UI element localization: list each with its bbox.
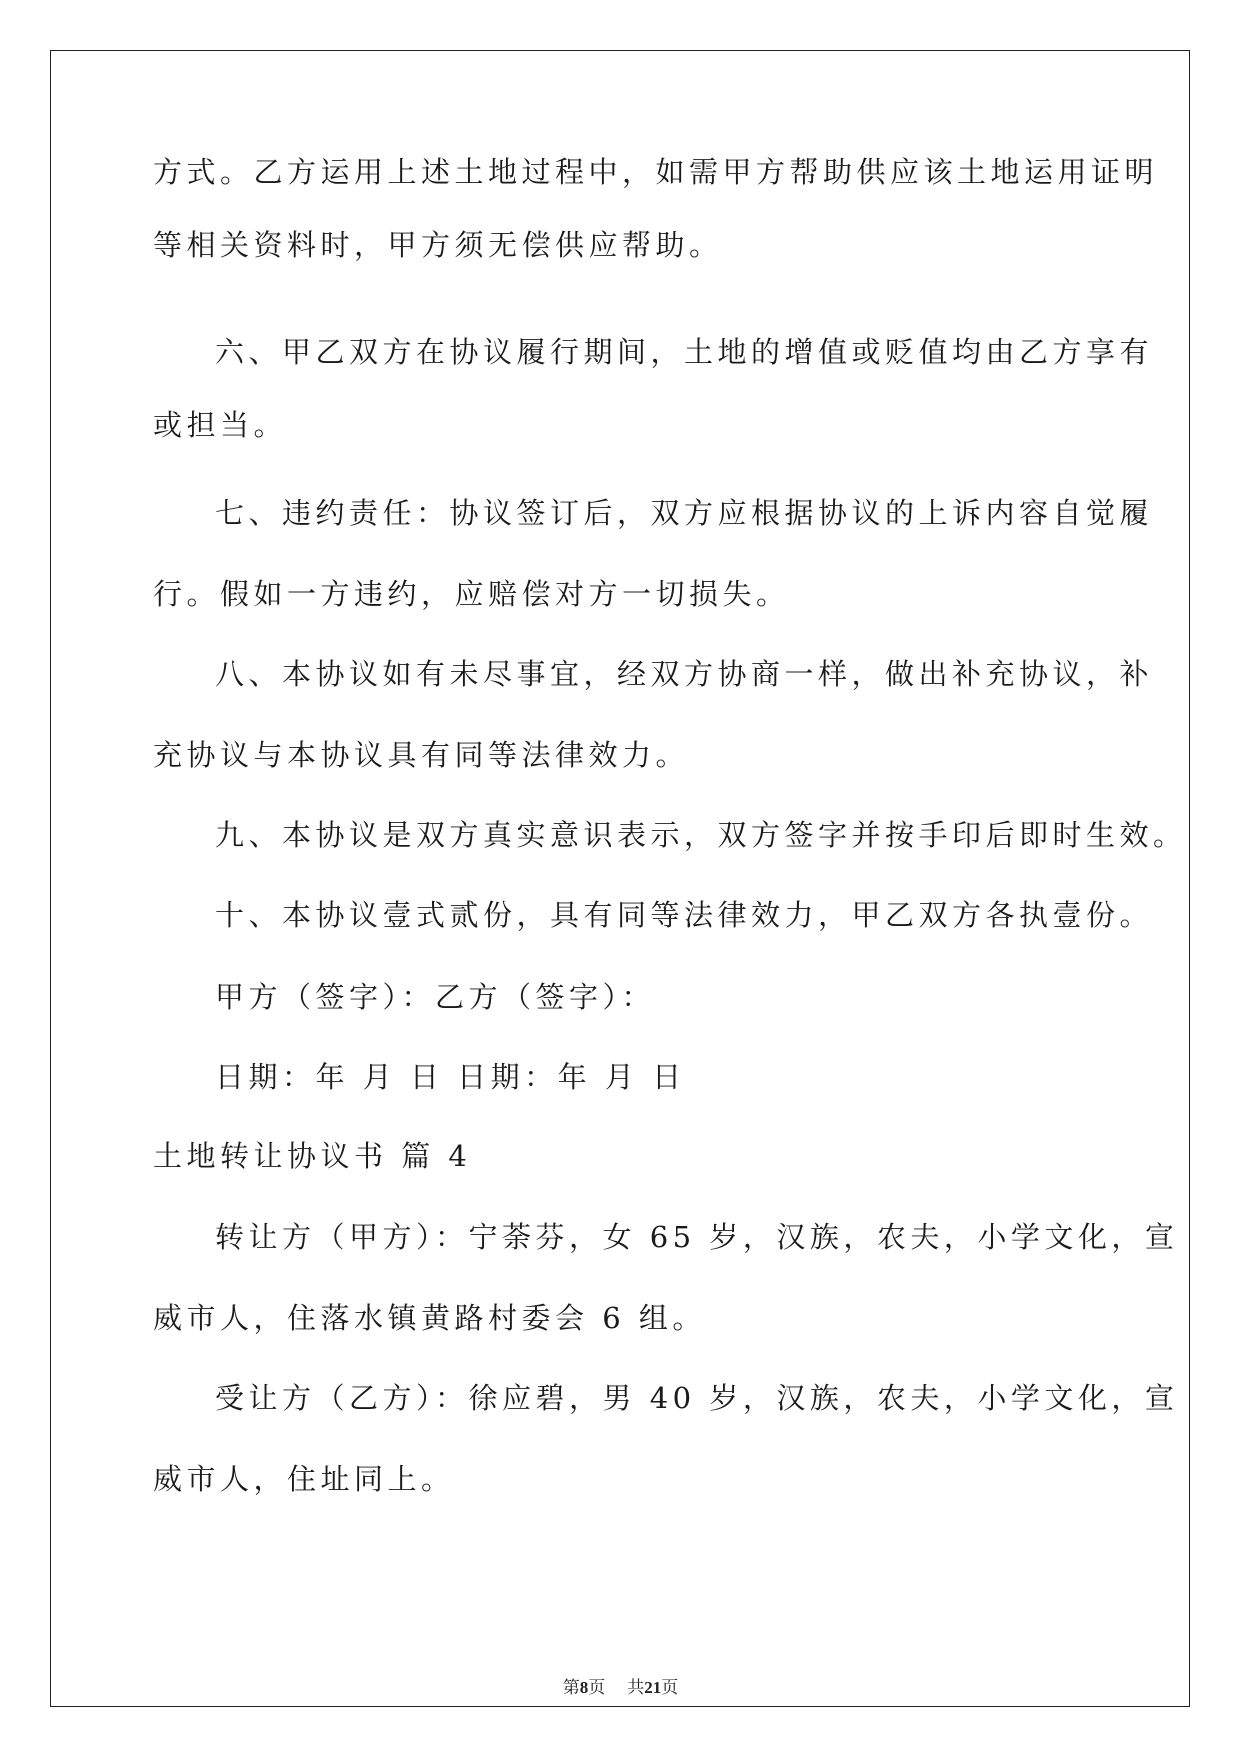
transferee-line-2: 威市人，住址同上。 [153, 1462, 455, 1496]
clause-8-line-2: 充协议与本协议具有同等法律效力。 [153, 738, 690, 772]
clause-6-line-2: 或担当。 [153, 408, 288, 442]
page-suffix: 页 [588, 1678, 606, 1697]
clause-7-line-2: 行。假如一方违约，应赔偿对方一切损失。 [153, 577, 790, 611]
paragraph-5-line-2: 等相关资料时，甲方须无偿供应帮助。 [153, 228, 723, 262]
transferee-line-1: 受让方（乙方）：徐应碧，男 40 岁，汉族，农夫，小学文化，宣 [215, 1381, 1179, 1415]
section-heading: 土地转让协议书 篇 4 [153, 1139, 472, 1173]
transferor-line-1: 转让方（甲方）：宁荼芬，女 65 岁，汉族，农夫，小学文化，宣 [215, 1220, 1179, 1254]
page-footer [0, 1676, 1241, 1700]
total-pages: 21 [644, 1678, 662, 1697]
page-number: 8 [579, 1678, 589, 1697]
signature-line: 甲方（签字）：乙方（签字）： [215, 980, 656, 1014]
clause-7-line-1: 七、违约责任：协议签订后，双方应根据协议的上诉内容自觉履 [215, 496, 1154, 530]
total-suffix: 页 [661, 1678, 679, 1697]
clause-6-line-1: 六、甲乙双方在协议履行期间，土地的增值或贬值均由乙方享有 [215, 335, 1154, 369]
total-prefix: 共 [627, 1678, 645, 1697]
paragraph-5-line-1: 方式。乙方运用上述土地过程中，如需甲方帮助供应该土地运用证明 [153, 155, 1159, 189]
clause-10: 十、本协议壹式贰份，具有同等法律效力，甲乙双方各执壹份。 [215, 898, 1154, 932]
transferor-line-2: 威市人，住落水镇黄路村委会 6 组。 [153, 1301, 706, 1335]
clause-8-line-1: 八、本协议如有未尽事宜，经双方协商一样，做出补充协议，补 [215, 657, 1154, 691]
clause-9: 九、本协议是双方真实意识表示，双方签字并按手印后即时生效。 [215, 818, 1187, 852]
page-prefix: 第 [562, 1678, 580, 1697]
date-line: 日期：年 月 日 日期：年 月 日 [215, 1060, 686, 1094]
